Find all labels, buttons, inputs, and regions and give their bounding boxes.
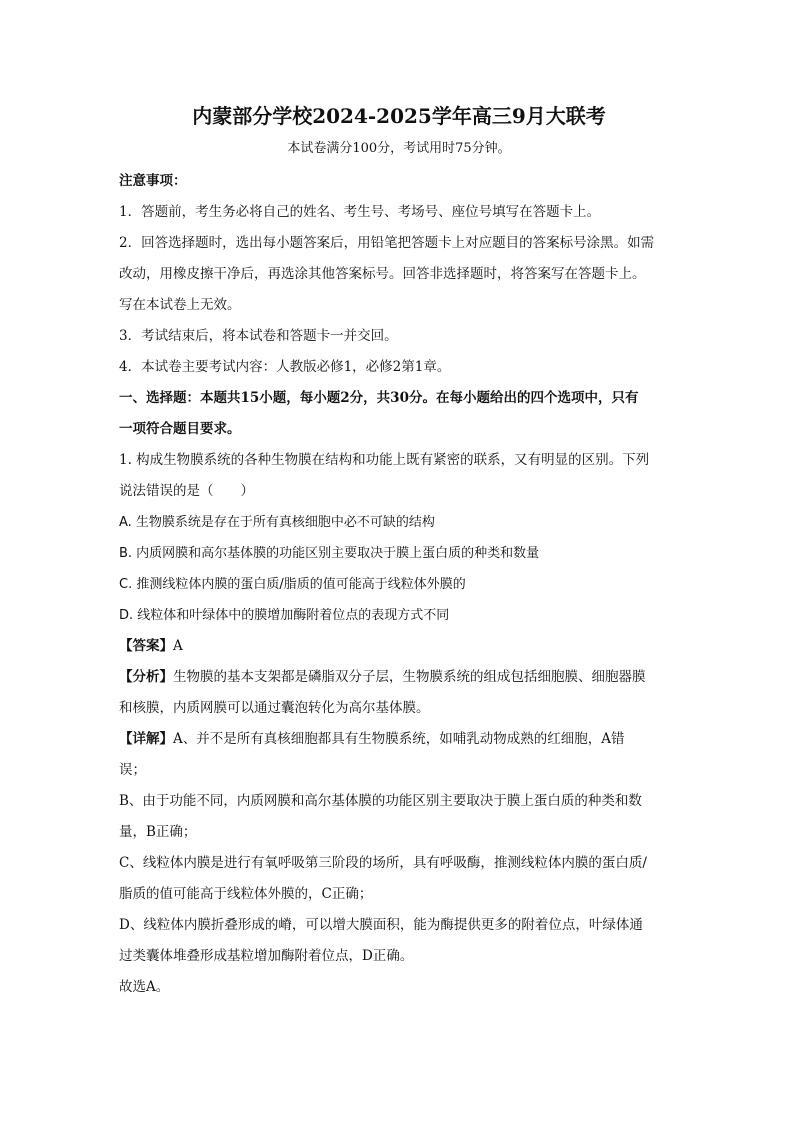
- detail-line: [119, 724, 679, 755]
- notice-line: 4．本试卷主要考试内容：人教版必修1，必修2第1章。: [119, 359, 451, 375]
- section-heading: 一项符合题目要求。: [119, 421, 241, 437]
- detail-line: 量，B正确；: [119, 824, 197, 840]
- notice-line: 2．回答选择题时，选出每小题答案后，用铅笔把答题卡上对应题目的答案标号涂黑。如需: [119, 235, 655, 251]
- analysis-tag: 【分析】: [119, 669, 173, 685]
- detail-line: 脂质的值可能高于线粒体外膜的，C正确；: [119, 886, 373, 902]
- answer-tag: 【答案】: [119, 638, 173, 654]
- question-stem: 1. 构成生物膜系统的各种生物膜在结构和功能上既有紧密的联系，又有明显的区别。下列: [119, 452, 650, 468]
- option-d: D. 线粒体和叶绿体中的膜增加酶附着位点的表现方式不同: [119, 608, 450, 623]
- detail-line: 误；: [119, 762, 146, 778]
- section-heading: 一、选择题：本题共15小题，每小题2分，共30分。在每小题给出的四个选项中，只有: [119, 390, 639, 406]
- answer-value: A: [173, 638, 183, 654]
- question-stem: 说法错误的是（ ）: [119, 483, 254, 499]
- option-a: A. 生物膜系统是存在于所有真核细胞中必不可缺的结构: [119, 515, 435, 530]
- notice-heading: 注意事项：: [119, 173, 187, 189]
- option-c: C. 推测线粒体内膜的蛋白质/脂质的值可能高于线粒体外膜的: [119, 577, 466, 592]
- exam-title: 内蒙部分学校2024-2025学年高三9月大联考: [192, 104, 606, 128]
- detail-tag: 【详解】: [119, 731, 173, 747]
- analysis-text: 生物膜的基本支架都是磷脂双分子层，生物膜系统的组成包括细胞膜、细胞器膜: [173, 669, 646, 685]
- notice-line: 改动，用橡皮擦干净后，再选涂其他答案标号。回答非选择题时，将答案写在答题卡上。: [119, 266, 646, 282]
- option-b: B. 内质网膜和高尔基体膜的功能区别主要取决于膜上蛋白质的种类和数量: [119, 546, 540, 561]
- detail-line: C、线粒体内膜是进行有氧呼吸第三阶段的场所，具有呼吸酶，推测线粒体内膜的蛋白质/: [119, 855, 647, 871]
- analysis-line: 和核膜，内质网膜可以通过囊泡转化为高尔基体膜。: [119, 700, 430, 716]
- detail-line: D、线粒体内膜折叠形成的嵴，可以增大膜面积，能为酶提供更多的附着位点，叶绿体通: [119, 917, 643, 933]
- conclusion-line: 故选A。: [119, 979, 170, 995]
- answer-line: [119, 631, 679, 662]
- detail-line: B、由于功能不同，内质网膜和高尔基体膜的功能区别主要取决于膜上蛋白质的种类和数: [119, 793, 642, 809]
- notice-line: 3．考试结束后，将本试卷和答题卡一并交回。: [119, 328, 398, 344]
- detail-text: A、并不是所有真核细胞都具有生物膜系统，如哺乳动物成熟的红细胞，A错: [173, 731, 625, 747]
- notice-line: 1．答题前，考生务必将自己的姓名、考生号、考场号、座位号填写在答题卡上。: [119, 204, 601, 220]
- document-content: [119, 100, 679, 1003]
- detail-line: 过类囊体堆叠形成基粒增加酶附着位点，D正确。: [119, 948, 414, 964]
- analysis-line: [119, 662, 679, 693]
- exam-subtitle: 本试卷满分100分，考试用时75分钟。: [287, 141, 511, 156]
- notice-line: 写在本试卷上无效。: [119, 297, 241, 313]
